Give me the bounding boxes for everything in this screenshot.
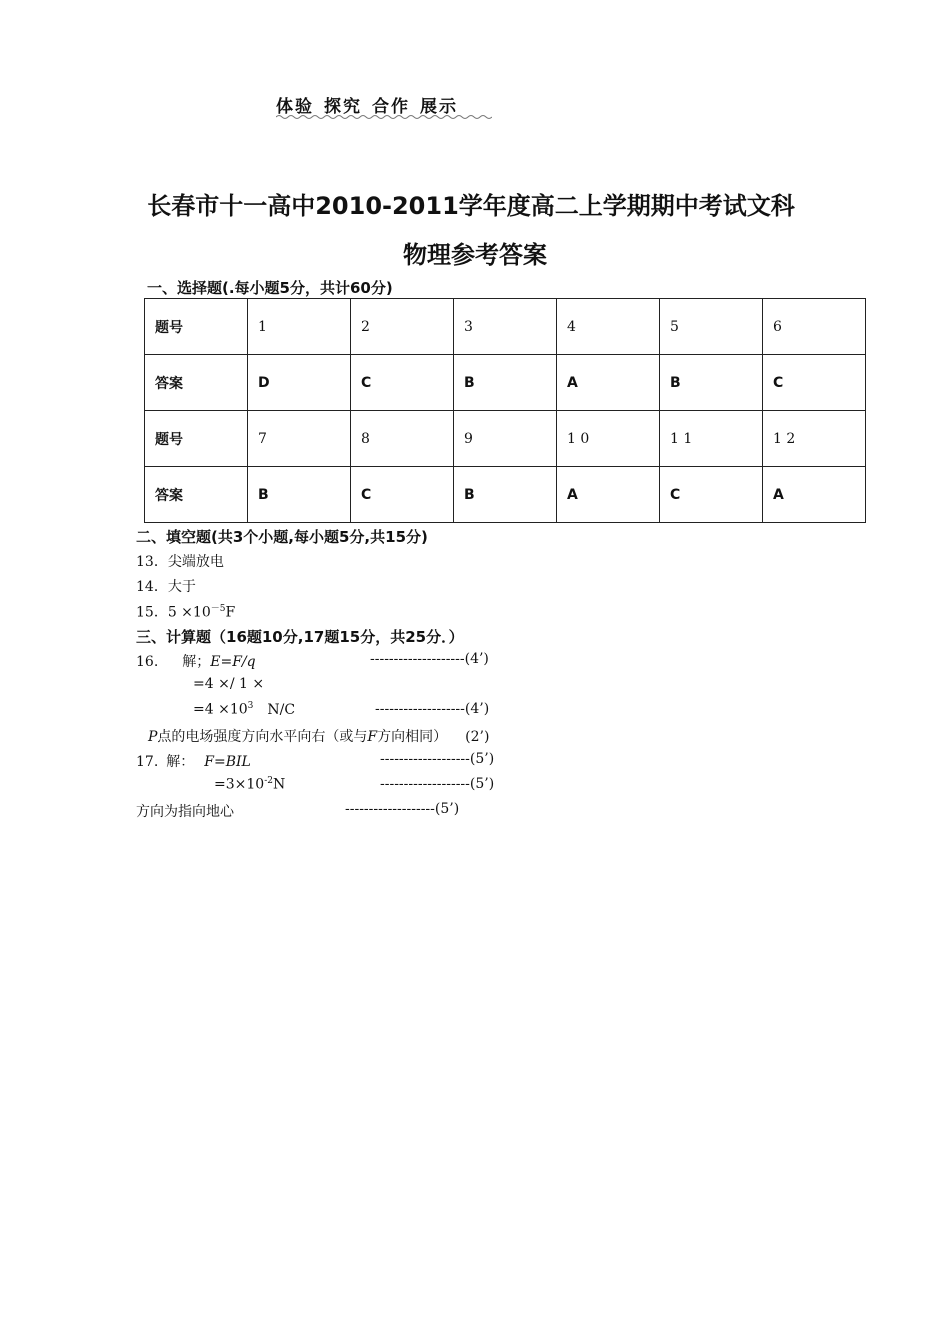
table-cell: 8 [351, 411, 454, 467]
motto-word: 合作 [372, 97, 410, 117]
q16-number: 16. [136, 654, 159, 670]
table-row [145, 467, 866, 523]
table-row [145, 411, 866, 467]
table-cell: 3 [454, 299, 557, 355]
table-cell: 1 0 [557, 411, 660, 467]
table-cell: 2 [351, 299, 454, 355]
q16-f: F [367, 729, 378, 745]
q16-direction-score: (2’) [465, 729, 490, 745]
table-cell: 1 2 [763, 411, 866, 467]
q16-step3-unit: N/C [267, 701, 296, 718]
row-label: 题号 [145, 299, 248, 355]
table-cell: D [248, 355, 351, 411]
q17-score3: -------------------(5’) [345, 801, 460, 817]
q17-line1 [136, 751, 251, 771]
q16-p: P [148, 729, 158, 745]
answer-15-prefix: 15． [136, 604, 168, 621]
q17-direction: 方向为指向地心 [136, 804, 234, 820]
answer-15-unit: F [225, 604, 236, 621]
table-cell: B [660, 355, 763, 411]
table-cell: 6 [763, 299, 866, 355]
answer-15-exp: －5 [210, 604, 226, 614]
row-label: 答案 [145, 467, 248, 523]
table-cell: C [763, 355, 866, 411]
q17-jie: 解： [166, 754, 195, 770]
table-cell: B [248, 467, 351, 523]
table-cell: 9 [454, 411, 557, 467]
q16-step2: =4 ×/ 1 × [193, 676, 265, 692]
section1-heading: 一、选择题(.每小题5分，共计60分) [147, 279, 393, 297]
wavy-underline [276, 113, 492, 121]
motto-word: 探究 [324, 97, 362, 117]
q16-step3-base: =4 ×10 [193, 701, 248, 718]
table-cell: 1 [248, 299, 351, 355]
section3-heading: 三、计算题（16题10分,17题15分，共25分．） [136, 628, 464, 646]
table-cell: 4 [557, 299, 660, 355]
q17-step2 [214, 776, 285, 793]
q17-score1: -------------------(5’) [380, 751, 495, 767]
q16-direction-mid: 点的电场强度方向水平向右（或与 [157, 729, 368, 745]
q16-score1: --------------------(4’) [370, 651, 489, 667]
table-cell: A [557, 355, 660, 411]
table-cell: 5 [660, 299, 763, 355]
table-cell: 7 [248, 411, 351, 467]
q16-direction [148, 726, 489, 746]
answer-14: 14．大于 [136, 579, 196, 595]
q16-jie: 解； [182, 654, 211, 670]
page-title-line2: 物理参考答案 [403, 241, 547, 269]
answer-table [144, 298, 866, 523]
motto-word: 展示 [420, 97, 458, 117]
answer-13: 13．尖端放电 [136, 554, 224, 570]
q17-step2-base: =3×10 [214, 776, 265, 793]
table-cell: B [454, 355, 557, 411]
q17-step2-unit: N [272, 776, 286, 793]
table-cell: A [763, 467, 866, 523]
q16-line1 [136, 651, 256, 671]
answer-15-base: 5 ×10 [167, 604, 211, 621]
table-cell: C [351, 467, 454, 523]
table-row [145, 355, 866, 411]
q16-direction-end: 方向相同） [377, 729, 448, 745]
table-cell: A [557, 467, 660, 523]
q17-number: 17. [136, 754, 159, 770]
q16-score3: -------------------(4’) [375, 701, 490, 717]
table-cell: C [660, 467, 763, 523]
table-cell: B [454, 467, 557, 523]
answer-15 [136, 601, 235, 622]
table-cell: 1 1 [660, 411, 763, 467]
section2-heading: 二、填空题(共3个小题,每小题5分,共15分) [136, 528, 428, 546]
row-label: 题号 [145, 411, 248, 467]
q16-formula: E=F/q [210, 654, 256, 670]
q16-step3 [193, 701, 295, 718]
q17-score2: -------------------(5’) [380, 776, 495, 792]
row-label: 答案 [145, 355, 248, 411]
table-cell: C [351, 355, 454, 411]
page-title-line1: 长春市十一高中2010-2011学年度高二上学期期中考试文科 [147, 192, 795, 220]
q16-step3-exp: 3 [247, 701, 254, 711]
table-row [145, 299, 866, 355]
motto-word: 体验 [276, 97, 314, 117]
q17-formula: F=BIL [204, 754, 251, 770]
q17-step2-exp: -2 [264, 776, 273, 786]
